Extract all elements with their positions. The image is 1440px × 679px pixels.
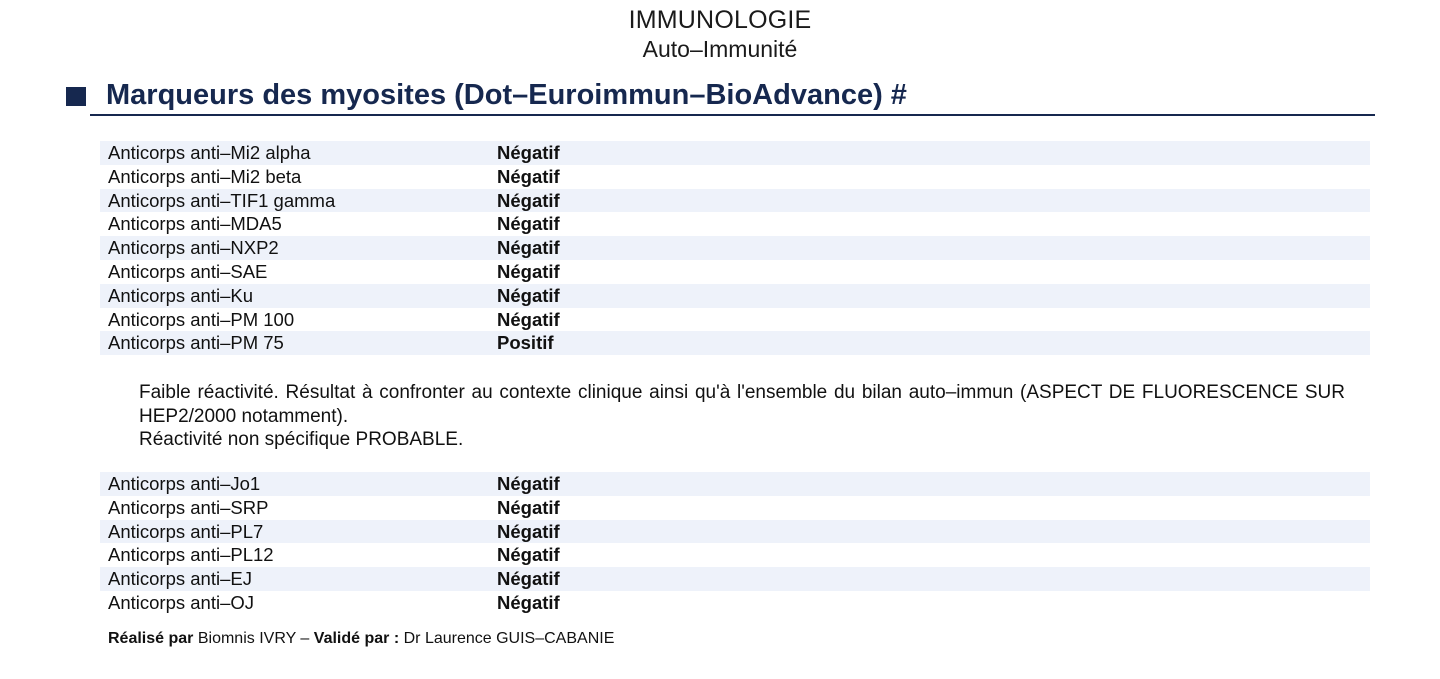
result-value: Négatif [497,544,560,566]
result-row [100,308,1370,332]
result-value: Négatif [497,260,560,282]
validation-footer [108,630,614,648]
result-row [100,331,1370,355]
result-label: Anticorps anti–SRP [108,496,269,518]
valide-label: Validé par : [313,630,400,647]
comment-line-1: Faible réactivité. Résultat à confronter au contexte clinique ainsi qu'à l'ensemble du bilan auto–immun (ASPECT DE FLUORESCENCE SUR HEP2/2000 notamment). [139,382,1345,427]
result-label: Anticorps anti–EJ [108,568,252,590]
result-value: Négatif [497,568,560,590]
result-value: Négatif [497,284,560,306]
result-row [100,520,1370,544]
result-label: Anticorps anti–PM 75 [108,332,284,354]
result-row [100,260,1370,284]
footer-separator: – [300,630,310,647]
result-label: Anticorps anti–MDA5 [108,213,282,235]
result-label: Anticorps anti–NXP2 [108,237,279,259]
result-label: Anticorps anti–Mi2 beta [108,165,302,187]
result-label: Anticorps anti–PL12 [108,544,274,566]
result-value: Négatif [497,520,560,542]
result-value: Négatif [497,213,560,235]
valide-value: Dr Laurence GUIS–CABANIE [403,630,615,647]
result-value: Négatif [497,308,560,330]
section-title: Marqueurs des myosites (Dot–Euroimmun–BioAdvance) # [106,79,907,111]
result-value: Négatif [497,591,560,613]
section-bullet-icon [66,87,86,106]
result-row [100,567,1370,591]
result-value: Négatif [497,189,560,211]
result-value: Positif [497,332,554,354]
result-value: Négatif [497,142,560,163]
result-label: Anticorps anti–Jo1 [108,473,261,494]
section-divider [90,114,1375,116]
result-row [100,284,1370,308]
result-row [100,496,1370,520]
result-row [100,212,1370,236]
result-label: Anticorps anti–TIF1 gamma [108,189,336,211]
result-label: Anticorps anti–Mi2 alpha [108,142,311,163]
result-value: Négatif [497,165,560,187]
realise-value: Biomnis IVRY [197,630,296,647]
result-row [100,472,1370,496]
result-comment [139,381,1345,452]
result-row [100,141,1370,165]
result-value: Négatif [497,473,560,494]
result-row [100,165,1370,189]
result-label: Anticorps anti–OJ [108,591,255,613]
result-row [100,236,1370,260]
page-header-title: IMMUNOLOGIE [628,6,812,34]
result-label: Anticorps anti–SAE [108,260,268,282]
result-label: Anticorps anti–PM 100 [108,308,295,330]
result-label: Anticorps anti–Ku [108,284,254,306]
result-value: Négatif [497,237,560,259]
result-row [100,543,1370,567]
result-row [100,189,1370,213]
page-header-subtitle: Auto–Immunité [642,36,798,62]
result-value: Négatif [497,496,560,518]
results-table-group1 [100,141,1370,355]
results-table-group2 [100,472,1370,615]
realise-label: Réalisé par [108,630,194,647]
result-row [100,591,1370,615]
comment-line-2: Réactivité non spécifique PROBABLE. [139,429,464,450]
result-label: Anticorps anti–PL7 [108,520,264,542]
